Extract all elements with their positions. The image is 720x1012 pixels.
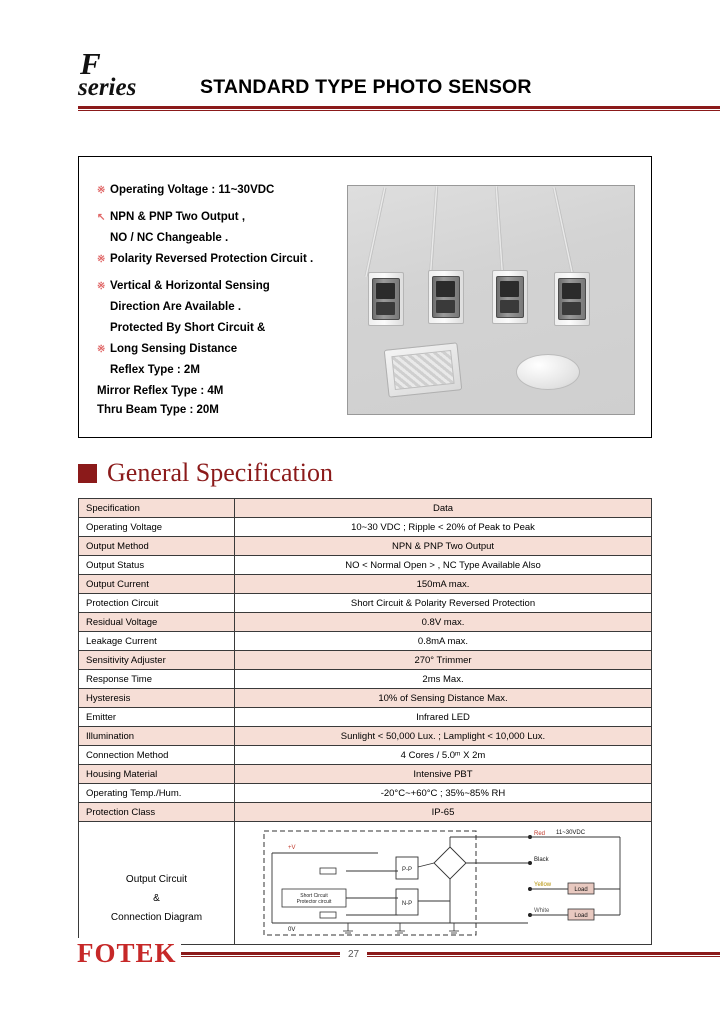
spec-label: Housing Material xyxy=(79,765,235,784)
table-row xyxy=(79,708,652,727)
cable xyxy=(495,186,504,278)
circuit-diagram xyxy=(235,822,651,944)
spec-value: Infrared LED xyxy=(235,708,652,727)
table-row xyxy=(79,689,652,708)
svg-text:White: White xyxy=(534,908,550,914)
table-row xyxy=(79,613,652,632)
spec-value: 0.8V max. xyxy=(235,613,652,632)
page-title: STANDARD TYPE PHOTO SENSOR xyxy=(200,76,532,98)
series-logo xyxy=(78,48,188,100)
table-row xyxy=(79,765,652,784)
spec-label: Output Current xyxy=(79,575,235,594)
reflector-plate xyxy=(384,342,463,397)
spec-value: NO < Normal Open > , NC Type Available Also xyxy=(235,556,652,575)
feature-text: Protected By Short Circuit & xyxy=(110,322,266,334)
circuit-row-label xyxy=(79,822,235,945)
circuit-diagram-svg xyxy=(235,823,651,943)
spec-value: NPN & PNP Two Output xyxy=(235,537,652,556)
header-divider xyxy=(78,106,720,109)
spec-value: 270° Trimmer xyxy=(235,651,652,670)
cable xyxy=(364,187,386,278)
spec-label: Connection Method xyxy=(79,746,235,765)
feature-text: Polarity Reversed Protection Circuit . xyxy=(110,253,314,265)
spec-label: Protection Circuit xyxy=(79,594,235,613)
svg-text:Protector circuit: Protector circuit xyxy=(296,899,332,905)
round-reflector xyxy=(516,354,580,390)
product-photo xyxy=(347,185,635,415)
circuit-diagram-cell xyxy=(235,822,652,945)
svg-text:Load: Load xyxy=(574,913,588,919)
spec-value: 0.8mA max. xyxy=(235,632,652,651)
list-item xyxy=(97,279,365,294)
list-item xyxy=(97,342,365,357)
feature-text: NO / NC Changeable . xyxy=(110,232,229,244)
table-row xyxy=(79,803,652,822)
spec-value: 2ms Max. xyxy=(235,670,652,689)
feature-text: Vertical & Horizontal Sensing xyxy=(110,280,270,292)
feature-panel xyxy=(78,156,652,438)
spec-value: 150mA max. xyxy=(235,575,652,594)
svg-text:Yellow: Yellow xyxy=(534,882,552,888)
photo-sensor xyxy=(432,276,460,318)
column-header-specification: Specification xyxy=(79,499,235,518)
svg-text:N-P: N-P xyxy=(401,901,413,907)
bullet-icon: ※ xyxy=(97,344,106,355)
list-item xyxy=(97,252,365,267)
feature-text: Operating Voltage : 11~30VDC xyxy=(110,184,275,196)
feature-text: Direction Are Available . xyxy=(110,301,242,313)
svg-text:Load: Load xyxy=(574,887,588,893)
feature-text: Thru Beam Type : 20M xyxy=(97,404,219,416)
page-number: 27 xyxy=(340,948,367,962)
circuit-label-line3: Connection Diagram xyxy=(110,911,203,923)
svg-text:11~30VDC: 11~30VDC xyxy=(556,830,586,836)
svg-text:+V: +V xyxy=(288,845,296,851)
table-row xyxy=(79,651,652,670)
bullet-icon: ※ xyxy=(97,281,106,292)
list-item xyxy=(97,183,365,198)
feature-text: Long Sensing Distance xyxy=(110,343,238,355)
svg-text:Red: Red xyxy=(534,831,546,837)
table-row xyxy=(79,556,652,575)
spec-label: Operating Voltage xyxy=(79,518,235,537)
spec-label: Response Time xyxy=(79,670,235,689)
spec-value: -20°C~+60°C ; 35%~85% RH xyxy=(235,784,652,803)
spec-label: Sensitivity Adjuster xyxy=(79,651,235,670)
feature-list xyxy=(97,183,365,422)
table-row xyxy=(79,594,652,613)
feature-text: Mirror Reflex Type : 4M xyxy=(97,385,224,397)
spec-value: Sunlight < 50,000 Lux. ; Lamplight < 10,000 Lux. xyxy=(235,727,652,746)
spec-label: Hysteresis xyxy=(79,689,235,708)
spec-value: 10% of Sensing Distance Max. xyxy=(235,689,652,708)
bullet-icon: ※ xyxy=(97,185,106,196)
spec-value: Short Circuit & Polarity Reversed Protection xyxy=(235,594,652,613)
header-divider-thin xyxy=(78,110,720,111)
column-header-data: Data xyxy=(235,499,652,518)
table-row xyxy=(79,632,652,651)
photo-sensor xyxy=(558,278,586,320)
feature-text: Reflex Type : 2M xyxy=(110,364,200,376)
circuit-label-line2: & xyxy=(153,892,160,904)
spec-label: Residual Voltage xyxy=(79,613,235,632)
spec-value: 10~30 VDC ; Ripple < 20% of Peak to Peak xyxy=(235,518,652,537)
bullet-icon: ↖ xyxy=(97,212,106,223)
page-header xyxy=(0,0,720,112)
spec-label: Protection Class xyxy=(79,803,235,822)
spec-label: Operating Temp./Hum. xyxy=(79,784,235,803)
table-row xyxy=(79,746,652,765)
spec-label: Output Method xyxy=(79,537,235,556)
table-row xyxy=(79,727,652,746)
table-row xyxy=(79,518,652,537)
spec-label: Emitter xyxy=(79,708,235,727)
svg-text:P-P: P-P xyxy=(401,867,413,873)
list-item xyxy=(97,210,365,225)
table-row xyxy=(79,537,652,556)
photo-sensor xyxy=(496,276,524,318)
spec-value: Intensive PBT xyxy=(235,765,652,784)
table-row-circuit xyxy=(79,822,652,945)
section-heading xyxy=(78,460,333,486)
spec-label: Leakage Current xyxy=(79,632,235,651)
bullet-icon: ※ xyxy=(97,254,106,265)
table-row xyxy=(79,575,652,594)
svg-text:0V: 0V xyxy=(288,927,296,933)
spec-value: 4 Cores / 5.0ᵐ X 2m xyxy=(235,746,652,765)
series-logo-word: series xyxy=(78,74,137,101)
cable xyxy=(552,187,574,278)
brand-logo: FOTEK xyxy=(73,938,181,968)
feature-text: NPN & PNP Two Output , xyxy=(110,211,246,223)
spec-label: Output Status xyxy=(79,556,235,575)
photo-sensor xyxy=(372,278,400,320)
svg-text:Black: Black xyxy=(534,857,549,863)
cable xyxy=(429,186,438,278)
spec-value: IP-65 xyxy=(235,803,652,822)
table-header-row xyxy=(79,499,652,518)
series-logo-letter: F xyxy=(80,46,101,81)
svg-text:Short Circuit: Short Circuit xyxy=(300,893,328,899)
spec-label: Illumination xyxy=(79,727,235,746)
specification-table xyxy=(78,498,652,945)
section-title: General Specification xyxy=(107,458,333,487)
table-row xyxy=(79,784,652,803)
circuit-label-line1: Output Circuit xyxy=(125,873,188,885)
section-marker-icon xyxy=(78,464,97,483)
table-row xyxy=(79,670,652,689)
